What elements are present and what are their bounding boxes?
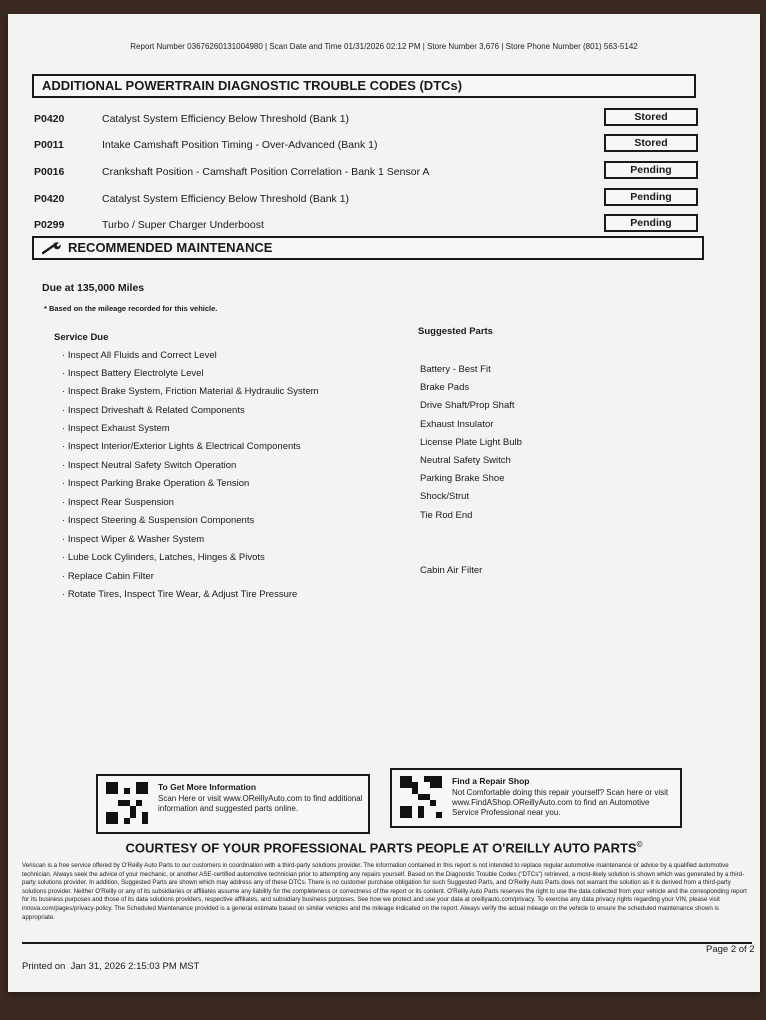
- qr-code-icon[interactable]: [400, 776, 442, 818]
- dtc-description: Catalyst System Efficiency Below Threshold (Bank 1): [102, 113, 350, 125]
- footer-divider: [22, 942, 752, 944]
- repair-shop-body: Not Comfortable doing this repair yourself? Scan here or visit www.FindAShop.OReillyAuto.com to find an Automotive Service Professional near you.: [452, 788, 669, 817]
- maintenance-section-header: [32, 236, 704, 260]
- due-mileage: Due at 135,000 Miles: [42, 282, 145, 294]
- suggested-part: License Plate Light Bulb: [420, 437, 522, 448]
- report-page: [8, 14, 760, 992]
- repair-shop-title: Find a Repair Shop: [452, 776, 530, 786]
- suggested-part: Parking Brake Shoe: [420, 473, 505, 484]
- suggested-part: Tie Rod End: [420, 510, 473, 521]
- service-item: · Inspect Interior/Exterior Lights & Electrical Components: [62, 441, 301, 452]
- page-number: Page 2 of 2: [706, 944, 755, 955]
- report-header-line: Report Number 03676260131004980 | Scan Date and Time 01/31/2026 02:12 PM | Store Number 3,676 | Store Phone Number (801) 563-5142: [130, 42, 638, 51]
- suggested-parts-header: Suggested Parts: [418, 326, 493, 337]
- suggested-part: Neutral Safety Switch: [420, 455, 511, 466]
- more-info-title: To Get More Information: [158, 782, 257, 792]
- service-item: · Replace Cabin Filter: [62, 571, 154, 582]
- service-item: · Inspect Brake System, Friction Material & Hydraulic System: [62, 386, 319, 397]
- service-item: · Inspect Rear Suspension: [62, 497, 174, 508]
- dtc-code: P0420: [34, 113, 65, 125]
- suggested-part: Exhaust Insulator: [420, 419, 494, 430]
- suggested-part: Cabin Air Filter: [420, 565, 483, 576]
- dtc-status-badge: Pending: [604, 214, 698, 232]
- qr-code-icon[interactable]: [106, 782, 148, 824]
- dtc-description: Catalyst System Efficiency Below Threshold (Bank 1): [102, 193, 350, 205]
- service-due-header: Service Due: [54, 332, 109, 343]
- more-info-box[interactable]: [96, 774, 370, 834]
- service-item: · Inspect Wiper & Washer System: [62, 534, 205, 545]
- service-item: · Inspect Driveshaft & Related Components: [62, 405, 245, 416]
- dtc-row: [28, 108, 708, 130]
- suggested-part: Brake Pads: [420, 382, 470, 393]
- service-item: · Inspect Steering & Suspension Components: [62, 515, 255, 526]
- dtc-code: P0299: [34, 219, 65, 231]
- dtc-code: P0016: [34, 166, 65, 178]
- wrench-icon: [42, 241, 62, 255]
- service-item: · Rotate Tires, Inspect Tire Wear, & Adjust Tire Pressure: [62, 589, 298, 600]
- service-item: · Inspect Exhaust System: [62, 423, 170, 434]
- dtc-code: P0420: [34, 193, 65, 205]
- suggested-part: Shock/Strut: [420, 491, 470, 502]
- maintenance-title: RECOMMENDED MAINTENANCE: [68, 240, 273, 255]
- dtc-row: [28, 134, 708, 156]
- dtc-description: Turbo / Super Charger Underboost: [102, 219, 264, 231]
- suggested-part: Drive Shaft/Prop Shaft: [420, 400, 515, 411]
- printed-on: Printed on Jan 31, 2026 2:15:03 PM MST: [22, 961, 200, 972]
- repair-shop-box[interactable]: [390, 768, 682, 828]
- dtc-description: Crankshaft Position - Camshaft Position Correlation - Bank 1 Sensor A: [102, 166, 430, 178]
- dtc-row: [28, 188, 708, 210]
- legal-disclaimer: Veriscan is a free service offered by O'Reilly Auto Parts to our customers in coordination with a third-party solutions provider. The information contained in this report is not intended to replace regular automotive maintenance or advice by a qualified automotive technician. Always seek the advice of your mechanic, or another ASE-certified automotive technician prior to attempting any repairs yourself. Based on the Diagnostic Trouble Codes ("DTCs") retrieved, a most-likely solution is shown which was generated by a third-party solutions provider. In addition, Suggested Parts are shown which may address any of these DTCs. There is no customer purchase obligation for such Suggested Parts, and O'Reilly Auto Parts does not warrant the solution as it is derived from a third-party solutions provider. Neither O'Reilly or any of its subsidiaries or affiliates assume any liability for the completeness or correctness of the report or its content. O'Reilly Auto Parts reserves the right to use the data collected from your vehicle and the corresponding report for its business purposes and those of its data solutions providers, respective affiliates, and subsidiary business purposes. See how we protect and use your data at oreillyauto.com/privacy. To exercise any data privacy rights regarding your VIN, please visit innova.com/pages/privacy-policy. The Scheduled Maintenance provided is a general estimate based on similar vehicles and the mileage indicated on the report. Always verify the actual mileage on the vehicle to ensure the scheduled maintenance shown is appropriate.: [22, 862, 747, 921]
- service-item: · Inspect Battery Electrolyte Level: [62, 368, 204, 379]
- suggested-part: Battery - Best Fit: [420, 364, 491, 375]
- dtc-row: [28, 161, 708, 183]
- dtc-row: [28, 214, 708, 236]
- dtc-code: P0011: [34, 139, 64, 151]
- dtc-description: Intake Camshaft Position Timing - Over-Advanced (Bank 1): [102, 139, 378, 151]
- dtc-section-header: ADDITIONAL POWERTRAIN DIAGNOSTIC TROUBLE CODES (DTCs): [32, 74, 696, 98]
- mileage-note: * Based on the mileage recorded for this vehicle.: [44, 304, 218, 313]
- dtc-status-badge: Stored: [604, 134, 698, 152]
- service-item: · Inspect All Fluids and Correct Level: [62, 350, 217, 361]
- dtc-status-badge: Pending: [604, 188, 698, 206]
- service-item: · Lube Lock Cylinders, Latches, Hinges & Pivots: [62, 552, 265, 563]
- courtesy-line: COURTESY OF YOUR PROFESSIONAL PARTS PEOPLE AT O'REILLY AUTO PARTS©: [125, 840, 643, 856]
- service-item: · Inspect Parking Brake Operation & Tension: [62, 478, 250, 489]
- more-info-body: Scan Here or visit www.OReillyAuto.com to find additional information and suggested parts online.: [158, 794, 363, 813]
- dtc-status-badge: Pending: [604, 161, 698, 179]
- service-item: · Inspect Neutral Safety Switch Operation: [62, 460, 237, 471]
- dtc-status-badge: Stored: [604, 108, 698, 126]
